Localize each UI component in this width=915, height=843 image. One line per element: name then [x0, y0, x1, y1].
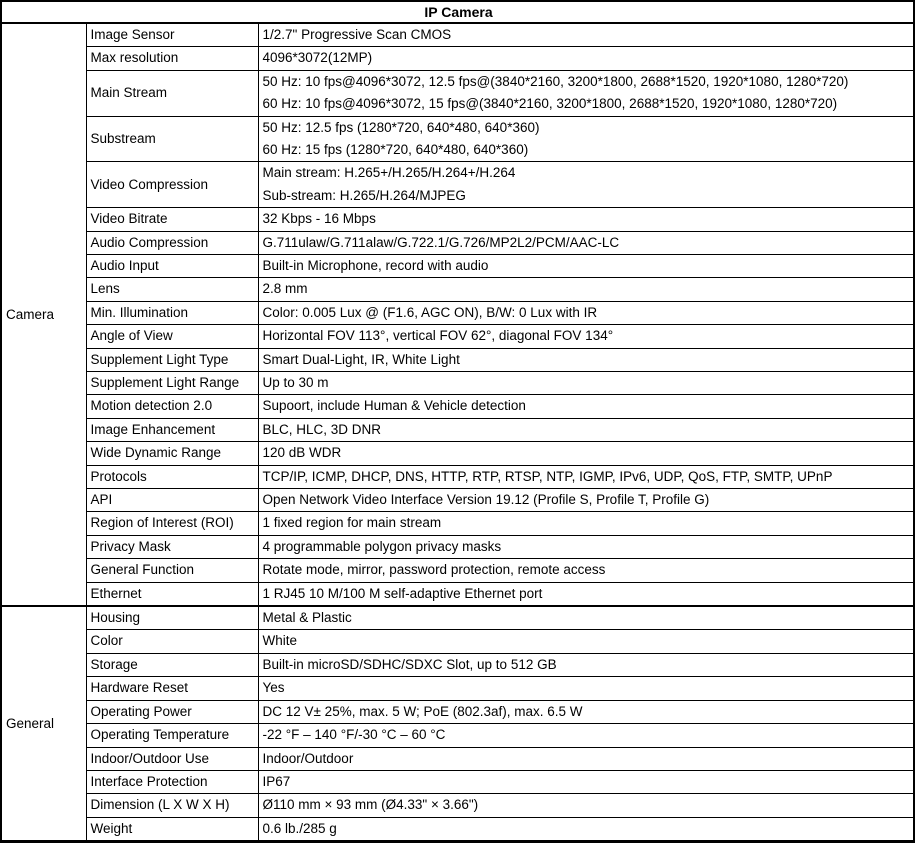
spec-value-line: White — [262, 633, 298, 649]
spec-label-cell — [86, 208, 258, 231]
spec-label-cell — [86, 559, 258, 582]
spec-value-line: 1 fixed region for main stream — [262, 515, 442, 531]
page-title: IP Camera — [1, 1, 914, 23]
spec-value-line: 0.6 lb./285 g — [262, 820, 337, 836]
table-row — [1, 116, 914, 162]
spec-label: Ethernet — [90, 585, 142, 601]
spec-label: Lens — [90, 281, 120, 297]
spec-label: Hardware Reset — [90, 680, 189, 696]
table-row — [1, 794, 914, 817]
spec-label: Dimension (L X W X H) — [90, 797, 230, 813]
table-row — [1, 630, 914, 653]
spec-value-cell — [258, 489, 914, 512]
spec-label: Storage — [90, 656, 138, 672]
table-row — [1, 395, 914, 418]
table-row — [1, 162, 914, 208]
spec-value-cell — [258, 395, 914, 418]
spec-label-cell — [86, 677, 258, 700]
spec-value-line: 4096*3072(12MP) — [262, 50, 373, 66]
spec-label-cell — [86, 23, 258, 47]
spec-value-cell — [258, 512, 914, 535]
section-label-camera: Camera — [1, 23, 86, 606]
table-row — [1, 465, 914, 488]
spec-value-line: Built-in microSD/SDHC/SDXC Slot, up to 512 GB — [262, 656, 557, 672]
spec-value-line: 60 Hz: 15 fps (1280*720, 640*480, 640*360) — [262, 141, 529, 157]
table-row — [1, 23, 914, 47]
spec-value-line: Main stream: H.265+/H.265/H.264+/H.264 — [262, 165, 516, 181]
spec-value-cell — [258, 162, 914, 208]
spec-label-cell — [86, 653, 258, 676]
spec-value-cell — [258, 47, 914, 70]
spec-value-line: 4 programmable polygon privacy masks — [262, 538, 502, 554]
spec-label-cell — [86, 606, 258, 630]
spec-value-line: Color: 0.005 Lux @ (F1.6, AGC ON), B/W: 0 Lux with IR — [262, 304, 598, 320]
table-row — [1, 418, 914, 441]
spec-value-line: 32 Kbps - 16 Mbps — [262, 211, 376, 227]
spec-value-cell — [258, 348, 914, 371]
spec-label: API — [90, 492, 113, 508]
spec-value-line: 1/2.7" Progressive Scan CMOS — [262, 27, 452, 42]
spec-value-cell — [258, 630, 914, 653]
spec-value-cell — [258, 418, 914, 441]
spec-value-line: Sub-stream: H.265/H.264/MJPEG — [262, 187, 466, 203]
spec-label-cell — [86, 442, 258, 465]
spec-label-cell — [86, 325, 258, 348]
table-row — [1, 535, 914, 558]
spec-label: Min. Illumination — [90, 304, 189, 320]
spec-label-cell — [86, 582, 258, 606]
spec-value-cell — [258, 770, 914, 793]
spec-value-cell — [258, 254, 914, 277]
spec-value-line: TCP/IP, ICMP, DHCP, DNS, HTTP, RTP, RTSP, NTP, IGMP, IPv6, UDP, QoS, FTP, SMTP, UPnP — [262, 468, 833, 484]
spec-value-cell — [258, 465, 914, 488]
spec-label: Substream — [90, 130, 156, 146]
spec-label: Protocols — [90, 468, 147, 484]
spec-table-body — [1, 23, 914, 842]
spec-value-line: Smart Dual-Light, IR, White Light — [262, 351, 460, 367]
spec-label-cell — [86, 465, 258, 488]
spec-label: Operating Temperature — [90, 727, 230, 743]
spec-value-line: Indoor/Outdoor — [262, 750, 354, 766]
spec-value-line: G.711ulaw/G.711alaw/G.722.1/G.726/MP2L2/PCM/AAC-LC — [262, 234, 620, 250]
spec-label: Video Bitrate — [90, 211, 168, 227]
table-row — [1, 47, 914, 70]
spec-label: Supplement Light Type — [90, 351, 229, 367]
table-row — [1, 70, 914, 116]
table-row — [1, 582, 914, 606]
table-row — [1, 278, 914, 301]
spec-label: Motion detection 2.0 — [90, 398, 213, 414]
spec-label: Audio Compression — [90, 234, 209, 250]
table-row — [1, 489, 914, 512]
spec-value-line: Yes — [262, 680, 285, 696]
spec-value-cell — [258, 70, 914, 116]
spec-label-cell — [86, 700, 258, 723]
spec-value-line: IP67 — [262, 773, 291, 789]
spec-value-cell — [258, 301, 914, 324]
spec-value-line: 50 Hz: 12.5 fps (1280*720, 640*480, 640*360) — [262, 119, 540, 135]
spec-label: Operating Power — [90, 703, 192, 719]
spec-label: Angle of View — [90, 328, 173, 344]
spec-label-cell — [86, 348, 258, 371]
spec-label: Weight — [90, 820, 133, 836]
spec-value-cell — [258, 23, 914, 47]
table-row — [1, 606, 914, 630]
table-row — [1, 372, 914, 395]
spec-label-cell — [86, 724, 258, 747]
spec-label: General Function — [90, 562, 195, 578]
table-row — [1, 817, 914, 841]
table-row — [1, 512, 914, 535]
spec-label-cell — [86, 418, 258, 441]
spec-value-line: -22 °F – 140 °F/-30 °C – 60 °C — [262, 727, 446, 743]
spec-label-cell — [86, 231, 258, 254]
spec-label: Interface Protection — [90, 773, 208, 789]
table-row — [1, 700, 914, 723]
spec-value-cell — [258, 653, 914, 676]
spec-value-line: Rotate mode, mirror, password protection, remote access — [262, 562, 606, 578]
spec-label: Indoor/Outdoor Use — [90, 750, 210, 766]
spec-label-cell — [86, 254, 258, 277]
spec-label: Max resolution — [90, 50, 179, 66]
spec-value-cell — [258, 208, 914, 231]
spec-value-line: 2.8 mm — [262, 281, 308, 297]
table-row — [1, 442, 914, 465]
spec-label-cell — [86, 372, 258, 395]
spec-value-cell — [258, 582, 914, 606]
spec-label-cell — [86, 770, 258, 793]
spec-value-cell — [258, 116, 914, 162]
spec-value-cell — [258, 325, 914, 348]
spec-label: Privacy Mask — [90, 538, 171, 554]
spec-label-cell — [86, 116, 258, 162]
spec-label-cell — [86, 47, 258, 70]
spec-value-line: 60 Hz: 10 fps@4096*3072, 15 fps@(3840*2160, 3200*1800, 2688*1520, 1920*1080, 1280*720) — [262, 96, 838, 112]
spec-label-cell — [86, 535, 258, 558]
table-row — [1, 724, 914, 747]
spec-label-cell — [86, 817, 258, 841]
table-row — [1, 653, 914, 676]
spec-value-line: Horizontal FOV 113°, vertical FOV 62°, diagonal FOV 134° — [262, 328, 614, 344]
spec-value-line: DC 12 V± 25%, max. 5 W; PoE (802.3af), max. 6.5 W — [262, 703, 583, 719]
spec-label-cell — [86, 395, 258, 418]
spec-label: Wide Dynamic Range — [90, 445, 222, 461]
spec-label: Video Compression — [90, 176, 209, 192]
spec-value-cell — [258, 724, 914, 747]
spec-value-line: Open Network Video Interface Version 19.12 (Profile S, Profile T, Profile G) — [262, 492, 710, 508]
table-row — [1, 254, 914, 277]
spec-value-line: 50 Hz: 10 fps@4096*3072, 12.5 fps@(3840*2160, 3200*1800, 2688*1520, 1920*1080, 1280*720) — [262, 73, 849, 89]
spec-label: Image Sensor — [90, 27, 175, 42]
spec-value-line: Built-in Microphone, record with audio — [262, 257, 489, 273]
spec-value-line: Up to 30 m — [262, 375, 329, 390]
spec-value-cell — [258, 372, 914, 395]
table-row — [1, 231, 914, 254]
table-row — [1, 208, 914, 231]
spec-label-cell — [86, 747, 258, 770]
spec-value-cell — [258, 700, 914, 723]
spec-label-cell — [86, 70, 258, 116]
spec-label: Supplement Light Range — [90, 375, 240, 390]
spec-value-cell — [258, 278, 914, 301]
spec-value-cell — [258, 442, 914, 465]
table-row — [1, 559, 914, 582]
table-row — [1, 301, 914, 324]
spec-value-cell — [258, 677, 914, 700]
spec-label-cell — [86, 630, 258, 653]
spec-label-cell — [86, 794, 258, 817]
spec-value-cell — [258, 747, 914, 770]
spec-value-cell — [258, 817, 914, 841]
spec-value-cell — [258, 231, 914, 254]
spec-value-line: Metal & Plastic — [262, 610, 352, 626]
table-row — [1, 677, 914, 700]
spec-value-cell — [258, 559, 914, 582]
spec-label: Color — [90, 633, 123, 649]
spec-value-cell — [258, 606, 914, 630]
spec-label-cell — [86, 512, 258, 535]
spec-value-cell — [258, 535, 914, 558]
spec-label-cell — [86, 278, 258, 301]
table-row — [1, 770, 914, 793]
table-row — [1, 348, 914, 371]
spec-value-line: Supoort, include Human & Vehicle detection — [262, 398, 526, 414]
spec-label-cell — [86, 489, 258, 512]
spec-label: Image Enhancement — [90, 421, 216, 437]
table-row — [1, 325, 914, 348]
table-row — [1, 747, 914, 770]
spec-value-line: 1 RJ45 10 M/100 M self-adaptive Ethernet port — [262, 585, 543, 601]
header-row — [1, 1, 914, 23]
spec-label: Housing — [90, 610, 141, 626]
spec-value-line: Ø110 mm × 93 mm (Ø4.33" × 3.66") — [262, 797, 479, 813]
spec-value-line: 120 dB WDR — [262, 445, 342, 461]
section-label-general: General — [1, 606, 86, 842]
spec-label: Main Stream — [90, 85, 168, 100]
spec-label-cell — [86, 301, 258, 324]
spec-label: Audio Input — [90, 257, 159, 273]
spec-value-line: BLC, HLC, 3D DNR — [262, 421, 382, 437]
spec-value-cell — [258, 794, 914, 817]
spec-label-cell — [86, 162, 258, 208]
spec-label: Region of Interest (ROI) — [90, 515, 234, 531]
